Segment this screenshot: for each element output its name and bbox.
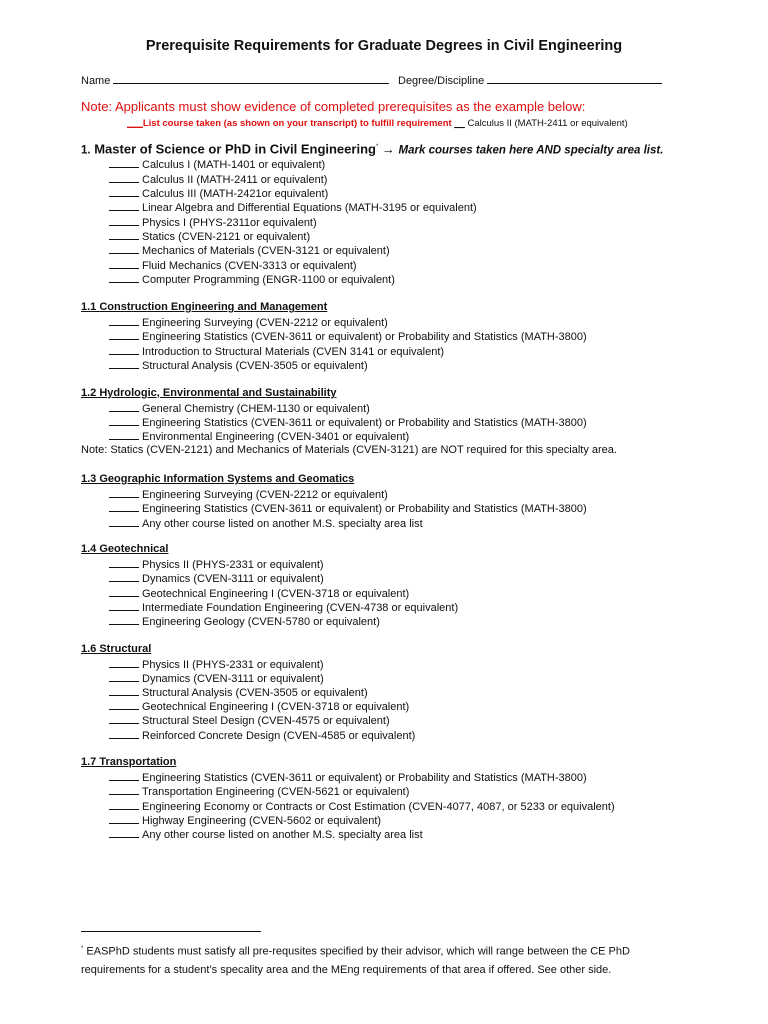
checkbox-blank[interactable]: [109, 571, 139, 582]
course-label: Engineering Statistics (CVEN-3611 or equivalent) or Probability and Statistics (MATH-3800): [142, 331, 587, 343]
list-item: [109, 157, 325, 172]
course-label: Computer Programming (ENGR-1100 or equivalent): [142, 274, 395, 286]
list-item: [109, 557, 324, 572]
list-item: [109, 344, 444, 359]
page-title: Prerequisite Requirements for Graduate Degrees in Civil Engineering: [145, 38, 623, 54]
checkbox-blank[interactable]: [109, 487, 139, 498]
list-item: [109, 770, 587, 785]
list-item: [109, 315, 388, 330]
checkbox-blank[interactable]: [109, 799, 139, 810]
list-item: [109, 799, 615, 814]
ms-heading-text: Master of Science or PhD in Civil Engineering: [94, 141, 376, 157]
checkbox-blank[interactable]: [109, 516, 139, 527]
course-label: Any other course listed on another M.S. specialty area list: [142, 518, 423, 530]
course-label: Environmental Engineering (CVEN-3401 or equivalent): [142, 431, 410, 443]
checkbox-blank[interactable]: [109, 243, 139, 254]
footnote-mark: *: [375, 144, 379, 150]
list-item: [109, 429, 409, 444]
checkbox-blank[interactable]: [109, 699, 139, 710]
degree-row: [398, 73, 662, 88]
checkbox-blank[interactable]: [109, 229, 139, 240]
section-note: Note: Statics (CVEN-2121) and Mechanics of Materials (CVEN-3121) are NOT required for this specialty area.: [81, 444, 617, 456]
course-label: Mechanics of Materials (CVEN-3121 or equivalent): [142, 245, 390, 257]
footnote-mark: *: [81, 946, 84, 952]
list-item: [109, 200, 477, 215]
list-item: [109, 699, 409, 714]
checkbox-blank[interactable]: [109, 258, 139, 269]
list-item: [109, 215, 317, 230]
course-label: Engineering Surveying (CVEN-2212 or equivalent): [142, 489, 388, 501]
list-item: [109, 827, 423, 842]
checkbox-blank[interactable]: [109, 344, 139, 355]
list-item: [109, 600, 458, 615]
name-field[interactable]: [113, 73, 389, 84]
section-heading-hydrologic: 1.2 Hydrologic, Environmental and Sustainability: [81, 387, 337, 399]
checkbox-blank[interactable]: [109, 329, 139, 340]
checkbox-blank[interactable]: [109, 401, 139, 412]
list-item: [109, 657, 324, 672]
checkbox-blank[interactable]: [109, 358, 139, 369]
course-label: Intermediate Foundation Engineering (CVEN-4738 or equivalent): [142, 602, 459, 614]
course-label: Linear Algebra and Differential Equations (MATH-3195 or equivalent): [142, 202, 477, 214]
arrow-icon: →: [381, 141, 395, 157]
course-label: Reinforced Concrete Design (CVEN-4585 or equivalent): [142, 730, 416, 742]
checkbox-blank[interactable]: [109, 272, 139, 283]
checkbox-blank[interactable]: [109, 657, 139, 668]
checkbox-blank[interactable]: [109, 813, 139, 824]
list-item: [109, 186, 328, 201]
section-heading-transportation: 1.7 Transportation: [81, 756, 177, 768]
list-item: [109, 329, 587, 344]
course-label: Transportation Engineering (CVEN-5621 or equivalent): [142, 786, 410, 798]
course-label: Structural Analysis (CVEN-3505 or equivalent): [142, 360, 368, 372]
checkbox-blank[interactable]: [109, 713, 139, 724]
course-label: Dynamics (CVEN-3111 or equivalent): [142, 673, 324, 685]
footnote-line-2: requirements for a student’s specality area and the MEng requirements of that area if offered. See other side.: [81, 963, 612, 976]
checkbox-blank[interactable]: [109, 600, 139, 611]
section-heading-structural: 1.6 Structural: [81, 643, 152, 655]
list-item: [109, 784, 409, 799]
checkbox-blank[interactable]: [109, 315, 139, 326]
checkbox-blank[interactable]: [109, 215, 139, 226]
name-label: Name: [81, 75, 111, 87]
checkbox-blank[interactable]: [109, 671, 139, 682]
list-item: [109, 487, 388, 502]
course-label: Engineering Statistics (CVEN-3611 or equivalent) or Probability and Statistics (MATH-3800): [142, 503, 587, 515]
list-item: [109, 415, 587, 430]
checkbox-blank[interactable]: [109, 429, 139, 440]
course-label: Physics II (PHYS-2331 or equivalent): [142, 659, 324, 671]
checkbox-blank[interactable]: [109, 586, 139, 597]
course-label: Engineering Statistics (CVEN-3611 or equivalent) or Probability and Statistics (MATH-3800): [142, 417, 587, 429]
ms-heading: [81, 141, 663, 157]
course-label: Calculus II (MATH-2411 or equivalent): [142, 174, 328, 186]
course-label: Introduction to Structural Materials (CVEN 3141 or equivalent): [142, 346, 445, 358]
ms-instruction: Mark courses taken here AND specialty area list.: [398, 144, 664, 157]
example-course: Calculus II (MATH-2411 or equivalent): [467, 118, 628, 129]
course-label: Any other course listed on another M.S. specialty area list: [142, 829, 423, 841]
course-label: Highway Engineering (CVEN-5602 or equivalent): [142, 815, 382, 827]
checkbox-blank[interactable]: [109, 784, 139, 795]
list-item: [109, 229, 310, 244]
course-label: Structural Analysis (CVEN-3505 or equivalent): [142, 687, 368, 699]
footnote-text: EASPhD students must satisfy all pre-requsites specified by their advisor, which will range between the CE PhD: [86, 945, 630, 958]
checkbox-blank[interactable]: [109, 200, 139, 211]
course-label: Geotechnical Engineering I (CVEN-3718 or equivalent): [142, 701, 410, 713]
checkbox-blank[interactable]: [109, 728, 139, 739]
section-heading-geotechnical: 1.4 Geotechnical: [81, 543, 169, 555]
course-label: Statics (CVEN-2121 or equivalent): [142, 231, 311, 243]
list-item: [109, 258, 357, 273]
example-blank: ___: [127, 118, 143, 129]
ms-number: 1.: [81, 144, 91, 157]
name-row: [81, 73, 389, 88]
degree-label: Degree/Discipline: [398, 75, 485, 87]
example-row: [127, 117, 628, 130]
course-label: Geotechnical Engineering I (CVEN-3718 or equivalent): [142, 588, 410, 600]
course-label: Engineering Surveying (CVEN-2212 or equivalent): [142, 317, 388, 329]
course-label: Physics I (PHYS-2311or equivalent): [142, 217, 317, 229]
course-label: Engineering Statistics (CVEN-3611 or equivalent) or Probability and Statistics (MATH-3800): [142, 772, 587, 784]
course-label: Structural Steel Design (CVEN-4575 or equivalent): [142, 715, 390, 727]
list-item: [109, 614, 380, 629]
list-item: [109, 243, 390, 258]
degree-field[interactable]: [487, 73, 662, 84]
checkbox-blank[interactable]: [109, 186, 139, 197]
list-item: [109, 728, 415, 743]
list-item: [109, 586, 409, 601]
section-heading-gis: 1.3 Geographic Information Systems and Geomatics: [81, 473, 355, 485]
list-item: [109, 671, 324, 686]
list-item: [109, 401, 370, 416]
list-item: [109, 501, 587, 516]
course-label: Dynamics (CVEN-3111 or equivalent): [142, 573, 324, 585]
checkbox-blank[interactable]: [109, 685, 139, 696]
list-item: [109, 516, 423, 531]
course-label: Fluid Mechanics (CVEN-3313 or equivalent): [142, 260, 357, 272]
list-item: [109, 272, 395, 287]
list-item: [109, 358, 368, 373]
checkbox-blank[interactable]: [109, 614, 139, 625]
checkbox-blank[interactable]: [109, 557, 139, 568]
list-item: [109, 172, 327, 187]
list-item: [109, 813, 381, 828]
checkbox-blank[interactable]: [109, 415, 139, 426]
example-blank-2: __: [454, 118, 465, 129]
footnote: [81, 940, 681, 979]
checkbox-blank[interactable]: [109, 157, 139, 168]
list-item: [109, 685, 368, 700]
course-label: Engineering Economy or Contracts or Cost Estimation (CVEN-4077, 4087, or 5233 or equivalent): [142, 801, 615, 813]
note-instruction: Note: Applicants must show evidence of completed prerequisites as the example below:: [81, 99, 586, 114]
course-label: Engineering Geology (CVEN-5780 or equivalent): [142, 616, 380, 628]
course-label: General Chemistry (CHEM-1130 or equivalent): [142, 403, 370, 415]
course-label: Physics II (PHYS-2331 or equivalent): [142, 559, 324, 571]
checkbox-blank[interactable]: [109, 172, 139, 183]
footnote-divider: [81, 931, 261, 932]
example-instruction: List course taken (as shown on your transcript) to fulfill requirement: [142, 118, 452, 129]
checkbox-blank[interactable]: [109, 501, 139, 512]
list-item: [109, 713, 390, 728]
footnote-line-1: [81, 940, 681, 961]
checkbox-blank[interactable]: [109, 827, 139, 838]
course-label: Calculus I (MATH-1401 or equivalent): [142, 159, 326, 171]
course-label: Calculus III (MATH-2421or equivalent): [142, 188, 329, 200]
section-heading-construction: 1.1 Construction Engineering and Management: [81, 301, 328, 313]
checkbox-blank[interactable]: [109, 770, 139, 781]
list-item: [109, 571, 324, 586]
